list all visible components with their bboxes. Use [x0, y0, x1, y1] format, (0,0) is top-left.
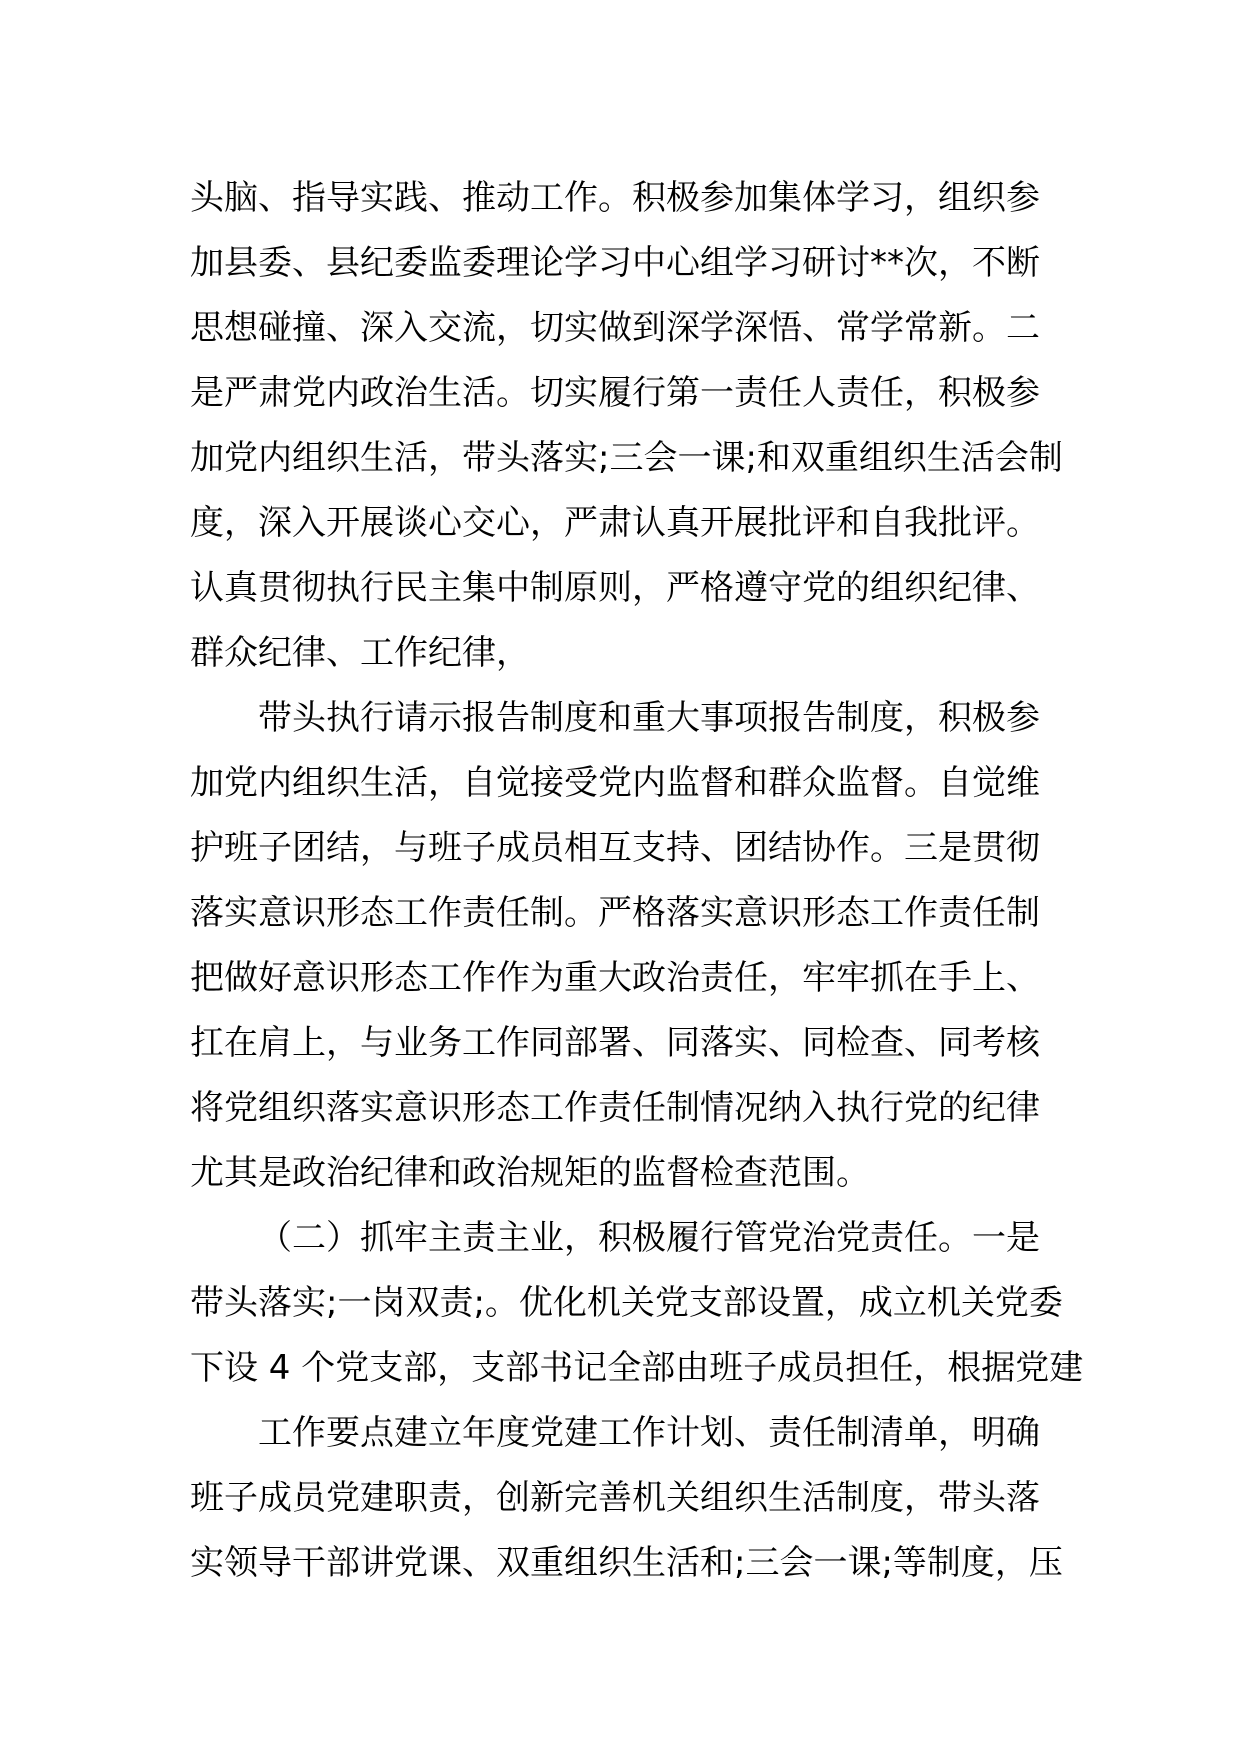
text-line: 头脑、指导实践、推动工作。积极参加集体学习，组织参	[190, 178, 1040, 218]
text-line: 班子成员党建职责，创新完善机关组织生活制度，带头落	[190, 1478, 1040, 1518]
text-line: 护班子团结，与班子成员相互支持、团结协作。三是贯彻	[190, 828, 1040, 868]
text-line: 尤其是政治纪律和政治规矩的监督检查范围。	[190, 1153, 870, 1193]
text-line: 认真贯彻执行民主集中制原则，严格遵守党的组织纪律、	[190, 568, 1040, 608]
text-line: 实领导干部讲党课、双重组织生活和;三会一课;等制度，压	[190, 1543, 1063, 1583]
text-line: 扛在肩上，与业务工作同部署、同落实、同检查、同考核	[190, 1023, 1040, 1063]
text-line: 群众纪律、工作纪律，	[190, 633, 530, 673]
text-line: 加党内组织生活，带头落实;三会一课;和双重组织生活会制	[190, 438, 1063, 478]
paragraph-start-line: 带头执行请示报告制度和重大事项报告制度，积极参	[258, 698, 1040, 738]
text-line: 带头落实;一岗双责;。优化机关党支部设置，成立机关党委	[190, 1283, 1063, 1323]
text-line: 是严肃党内政治生活。切实履行第一责任人责任，积极参	[190, 373, 1040, 413]
text-line: 把做好意识形态工作作为重大政治责任，牢牢抓在手上、	[190, 958, 1040, 998]
body-text	[190, 166, 1084, 1596]
text-line: 落实意识形态工作责任制。严格落实意识形态工作责任制	[190, 893, 1040, 933]
text-line: 下设 4 个党支部，支部书记全部由班子成员担任，根据党建	[190, 1348, 1084, 1388]
text-line: 将党组织落实意识形态工作责任制情况纳入执行党的纪律	[190, 1088, 1040, 1128]
section-heading-line: （二）抓牢主责主业，积极履行管党治党责任。一是	[258, 1218, 1040, 1258]
paragraph-start-line: 工作要点建立年度党建工作计划、责任制清单，明确	[258, 1413, 1040, 1453]
text-line: 度，深入开展谈心交心，严肃认真开展批评和自我批评。	[190, 503, 1040, 543]
text-line: 思想碰撞、深入交流，切实做到深学深悟、常学常新。二	[190, 308, 1040, 348]
text-line: 加党内组织生活，自觉接受党内监督和群众监督。自觉维	[190, 763, 1040, 803]
text-line: 加县委、县纪委监委理论学习中心组学习研讨**次，不断	[190, 243, 1040, 283]
